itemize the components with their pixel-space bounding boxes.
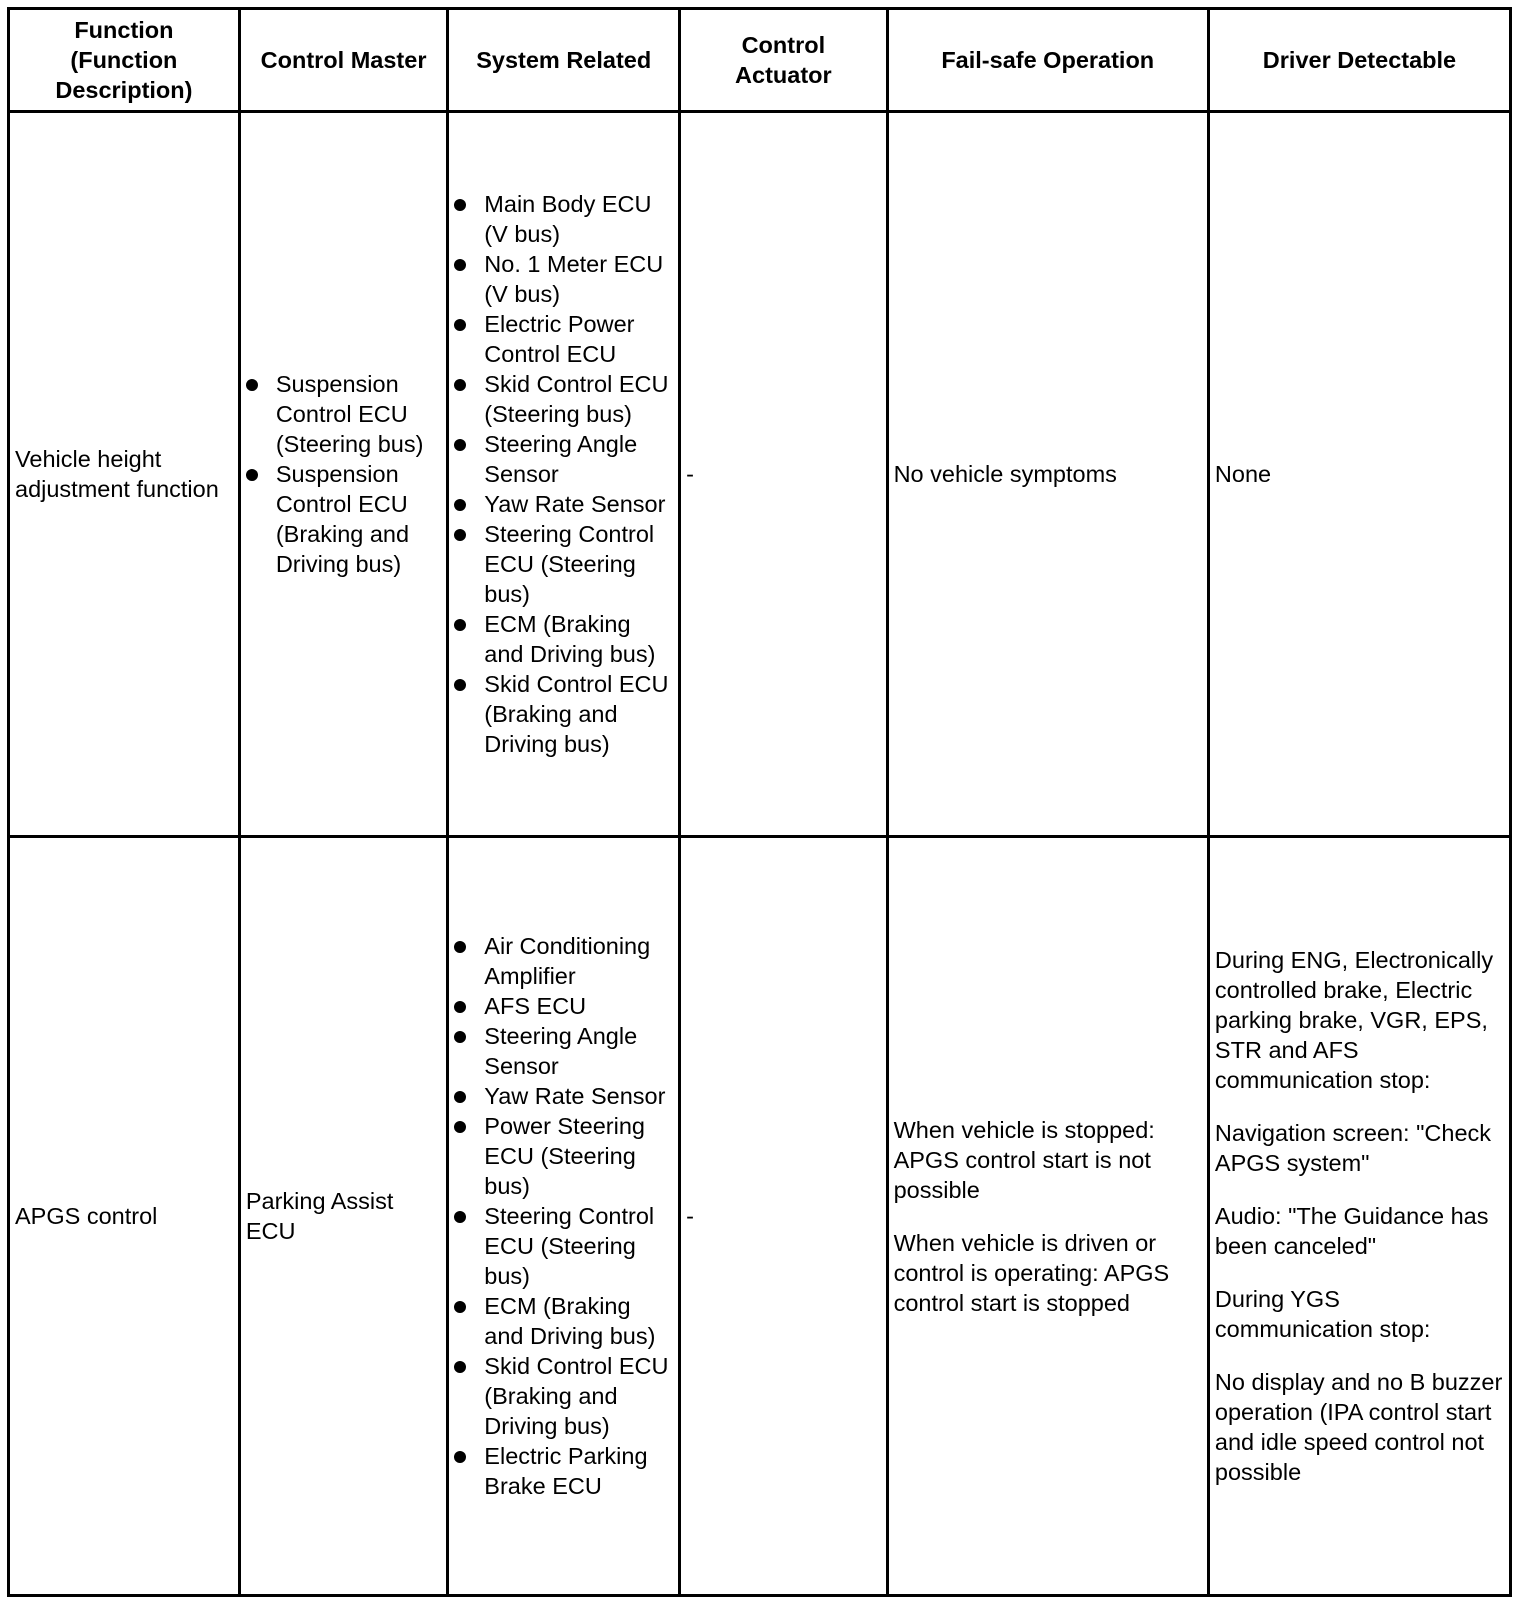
failsafe-paragraph: When vehicle is stopped: APGS control start is not possible — [893, 1116, 1155, 1203]
header-system-related: System Related — [448, 9, 680, 112]
header-control-actuator-line1: Control — [741, 32, 826, 58]
list-item: Steering Control ECU (Steering bus) — [454, 1201, 673, 1291]
control-master-cell — [239, 112, 447, 837]
driver-detectable-paragraph: Navigation screen: "Check APGS system" — [1214, 1120, 1492, 1176]
list-item: Skid Control ECU (Steering bus) — [454, 369, 673, 429]
header-control-actuator — [680, 9, 887, 112]
function-spec-table — [7, 7, 1512, 1597]
function-cell: Vehicle height adjustment function — [9, 112, 240, 837]
list-item: Electric Power Control ECU — [454, 309, 673, 369]
list-item: Skid Control ECU (Braking and Driving bus) — [454, 669, 673, 759]
system-related-cell — [448, 112, 680, 837]
list-item: Air Conditioning Amplifier — [454, 931, 673, 991]
driver-detectable-paragraph: During YGS communication stop: — [1214, 1286, 1431, 1342]
list-item: Skid Control ECU (Braking and Driving bus) — [454, 1351, 673, 1441]
failsafe-paragraph: When vehicle is driven or control is operating: APGS control start is stopped — [893, 1229, 1170, 1316]
system-related-list — [454, 931, 673, 1501]
system-related-list — [454, 189, 673, 759]
list-item: Suspension Control ECU (Braking and Driving bus) — [246, 459, 441, 579]
list-item: Steering Angle Sensor — [454, 429, 673, 489]
list-item: Main Body ECU (V bus) — [454, 189, 673, 249]
control-actuator-cell: - — [680, 112, 887, 837]
control-master-cell: Parking Assist ECU — [239, 837, 447, 1596]
list-item: No. 1 Meter ECU (V bus) — [454, 249, 673, 309]
control-actuator-cell: - — [680, 837, 887, 1596]
driver-detectable-paragraph: No display and no B buzzer operation (IPA control start and idle speed control not possible — [1214, 1369, 1503, 1485]
system-related-cell — [448, 837, 680, 1596]
list-item: Electric Parking Brake ECU — [454, 1441, 673, 1501]
list-item: Steering Angle Sensor — [454, 1021, 673, 1081]
header-control-actuator-line2: Actuator — [735, 62, 832, 88]
failsafe-cell — [887, 837, 1208, 1596]
list-item: Steering Control ECU (Steering bus) — [454, 519, 673, 609]
driver-detectable-paragraph: Audio: "The Guidance has been canceled" — [1214, 1203, 1489, 1259]
list-item: Yaw Rate Sensor — [454, 489, 673, 519]
header-function-line2: (Function — [70, 47, 178, 73]
function-cell: APGS control — [9, 837, 240, 1596]
header-control-master: Control Master — [239, 9, 447, 112]
driver-detectable-cell: None — [1208, 112, 1510, 837]
header-function-line3: Description) — [55, 77, 193, 103]
list-item: ECM (Braking and Driving bus) — [454, 1291, 673, 1351]
header-function-line1: Function — [74, 17, 174, 43]
table-row — [9, 112, 1511, 837]
failsafe-cell: No vehicle symptoms — [887, 112, 1208, 837]
list-item: ECM (Braking and Driving bus) — [454, 609, 673, 669]
table-row — [9, 837, 1511, 1596]
list-item: Suspension Control ECU (Steering bus) — [246, 369, 441, 459]
header-driver-detectable: Driver Detectable — [1208, 9, 1510, 112]
control-master-list — [246, 369, 441, 579]
driver-detectable-cell — [1208, 837, 1510, 1596]
list-item: Yaw Rate Sensor — [454, 1081, 673, 1111]
header-row — [9, 9, 1511, 112]
list-item: AFS ECU — [454, 991, 673, 1021]
driver-detectable-paragraph: During ENG, Electronically controlled brake, Electric parking brake, VGR, EPS, STR and AFS communication stop: — [1214, 947, 1494, 1093]
header-failsafe-operation: Fail-safe Operation — [887, 9, 1208, 112]
header-function — [9, 9, 240, 112]
list-item: Power Steering ECU (Steering bus) — [454, 1111, 673, 1201]
